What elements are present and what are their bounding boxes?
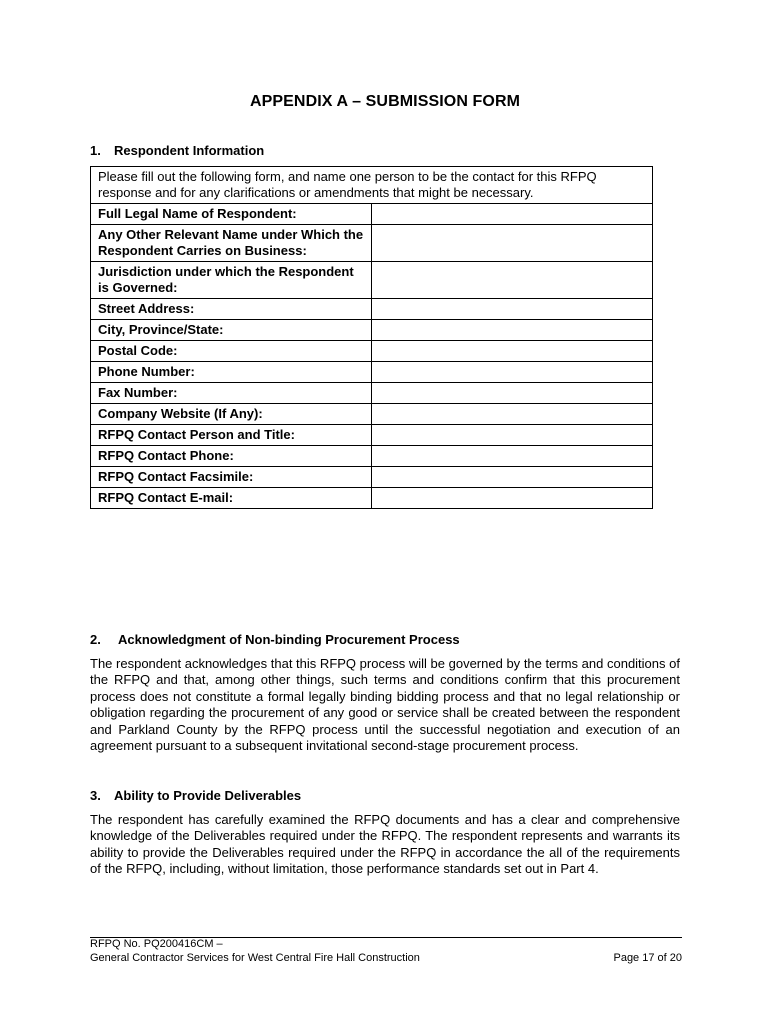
form-row — [91, 362, 653, 383]
form-field-value[interactable] — [379, 490, 645, 506]
section-1-number: 1. — [90, 143, 101, 158]
form-field-value[interactable] — [379, 343, 645, 359]
form-row — [91, 262, 653, 299]
form-field-label: Any Other Relevant Name under Which the Respondent Carries on Business: — [91, 225, 372, 262]
form-field-value[interactable] — [379, 469, 645, 485]
section-1-title: Respondent Information — [114, 143, 265, 158]
form-field-input[interactable] — [372, 225, 653, 262]
form-field-value[interactable] — [379, 264, 645, 280]
form-field-label: RFPQ Contact Phone: — [91, 446, 372, 467]
form-field-input[interactable] — [372, 446, 653, 467]
form-field-input[interactable] — [372, 467, 653, 488]
form-field-label: Jurisdiction under which the Respondent is Governed: — [91, 262, 372, 299]
form-row — [91, 204, 653, 225]
form-row — [91, 225, 653, 262]
form-field-label: RFPQ Contact Person and Title: — [91, 425, 372, 446]
form-field-label: RFPQ Contact Facsimile: — [91, 467, 372, 488]
form-field-input[interactable] — [372, 383, 653, 404]
form-field-value[interactable] — [379, 385, 645, 401]
form-row — [91, 446, 653, 467]
form-field-input[interactable] — [372, 488, 653, 509]
form-field-value[interactable] — [379, 406, 645, 422]
form-field-label: Fax Number: — [91, 383, 372, 404]
form-field-value[interactable] — [379, 448, 645, 464]
footer-page-number: Page 17 of 20 — [613, 952, 682, 964]
form-field-input[interactable] — [372, 262, 653, 299]
section-3-number: 3. — [90, 788, 101, 803]
form-field-value[interactable] — [379, 206, 645, 222]
form-field-input[interactable] — [372, 425, 653, 446]
section-2-title: Acknowledgment of Non-binding Procurement Process — [118, 632, 460, 647]
form-field-input[interactable] — [372, 320, 653, 341]
form-row — [91, 383, 653, 404]
form-row — [91, 404, 653, 425]
section-2-number: 2. — [90, 632, 101, 647]
section-3-body: The respondent has carefully examined the RFPQ documents and has a clear and comprehensive knowledge of the Deliverables required under the RFPQ. The respondent represents and warrants its ability to provide the Deliverables required under the RFPQ in accordance the all of the requirements of the RFPQ, including, without limitation, those performance standards set out in Part 4. — [90, 812, 680, 877]
form-field-value[interactable] — [379, 301, 645, 317]
section-1-heading — [90, 143, 264, 158]
form-row — [91, 341, 653, 362]
form-field-value[interactable] — [379, 227, 645, 243]
form-row — [91, 488, 653, 509]
form-field-input[interactable] — [372, 404, 653, 425]
section-2-body: The respondent acknowledges that this RFPQ process will be governed by the terms and conditions of the RFPQ and that, among other things, such terms and conditions confirm that this procurement process does not constitute a formal legally binding bidding process and that no legal relationship or obligation regarding the procurement of any good or service shall be created between the respondent and Parkland County by the RFPQ process until the successful negotiation and execution of an agreement pursuant to a subsequent invitational second-stage procurement process. — [90, 656, 680, 754]
form-field-value[interactable] — [379, 364, 645, 380]
form-row — [91, 299, 653, 320]
form-field-label: Phone Number: — [91, 362, 372, 383]
form-field-value[interactable] — [379, 427, 645, 443]
form-field-input[interactable] — [372, 204, 653, 225]
section-3-title: Ability to Provide Deliverables — [114, 788, 302, 803]
form-field-label: Company Website (If Any): — [91, 404, 372, 425]
form-field-label: RFPQ Contact E-mail: — [91, 488, 372, 509]
intro-row — [91, 167, 653, 204]
form-row — [91, 467, 653, 488]
section-3-heading — [90, 788, 301, 803]
form-row — [91, 320, 653, 341]
form-field-label: Full Legal Name of Respondent: — [91, 204, 372, 225]
footer-project-title: General Contractor Services for West Central Fire Hall Construction — [90, 952, 420, 964]
form-field-input[interactable] — [372, 341, 653, 362]
page-title: APPENDIX A – SUBMISSION FORM — [249, 93, 521, 110]
form-field-label: Street Address: — [91, 299, 372, 320]
section-2-heading — [90, 632, 460, 647]
form-field-label: Postal Code: — [91, 341, 372, 362]
form-field-label: City, Province/State: — [91, 320, 372, 341]
form-field-input[interactable] — [372, 362, 653, 383]
intro-text: Please fill out the following form, and name one person to be the contact for this RFPQ response and for any clarifications or amendments that might be necessary. — [91, 167, 653, 204]
form-field-value[interactable] — [379, 322, 645, 338]
form-row — [91, 425, 653, 446]
respondent-info-table — [90, 166, 653, 509]
form-field-input[interactable] — [372, 299, 653, 320]
footer-rfpq-number: RFPQ No. PQ200416CM – — [90, 938, 223, 950]
